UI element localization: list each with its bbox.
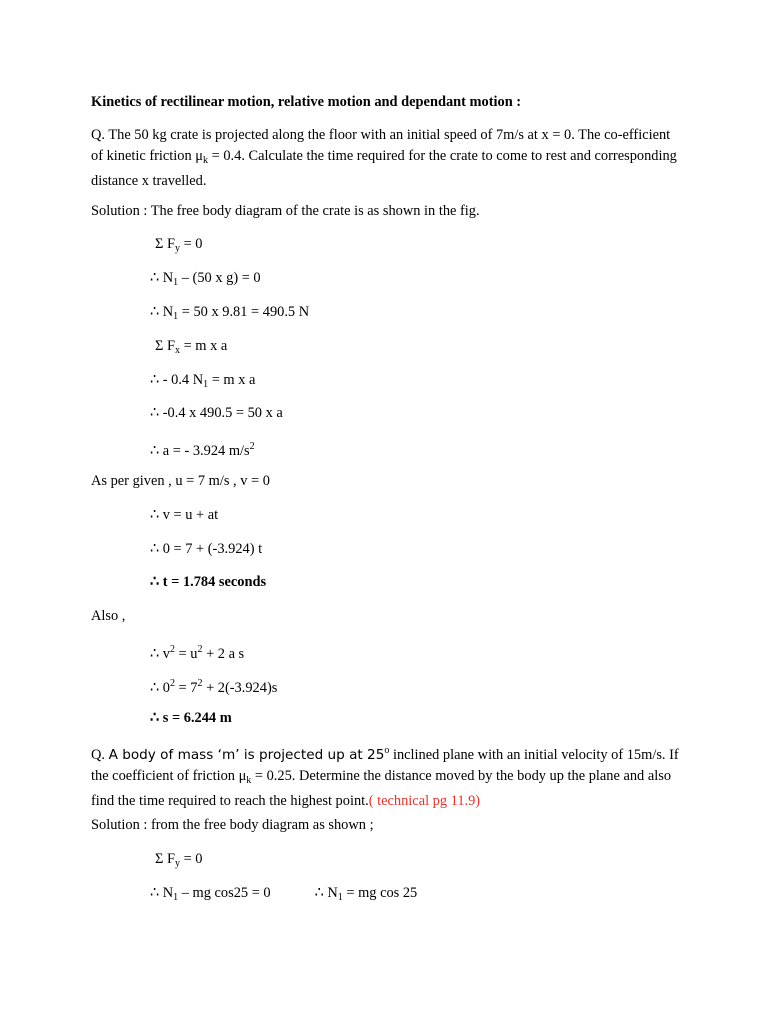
eq-kin2-c: + 2(-3.924)s	[202, 680, 278, 696]
eq-sum-fx-b: = m x a	[179, 338, 228, 354]
eq2-n1-sub: 1	[173, 892, 179, 903]
eq-fric1-sub: 1	[203, 379, 209, 390]
eq-kinematic	[150, 640, 244, 664]
question-1	[91, 125, 681, 192]
eq-fric1-b: = m x a	[208, 372, 256, 388]
eq-fric2: -0.4 x 490.5 = 50 x a	[159, 405, 283, 421]
q1-text-a: Q. The 50 kg crate is projected along the floor with an initial speed of 7m/s at x = 0. The co-efficient of kinetic friction μ	[91, 127, 671, 164]
therefore-symbol: ∴	[150, 304, 160, 320]
q2-degree: o	[384, 745, 390, 756]
eq-kin2-sup1: 2	[169, 678, 175, 689]
eq-kin2-b: = 7	[174, 680, 198, 696]
eq-sum-fy-a: Σ F	[155, 236, 175, 252]
therefore-symbol: ∴	[150, 710, 160, 726]
result-time-text: t = 1.784 seconds	[159, 574, 267, 590]
eq-sum-fy-b: = 0	[179, 236, 203, 252]
eq-acceleration	[150, 437, 255, 461]
eq2-sum-fy-b: = 0	[179, 851, 203, 867]
eq2-n1-a: N	[159, 885, 174, 901]
section-heading: Kinetics of rectilinear motion, relative motion and dependant motion :	[91, 94, 522, 110]
eq2-sum-fy-a: Σ F	[155, 851, 175, 867]
q2-text-a: Q.	[91, 747, 109, 763]
therefore-symbol: ∴	[150, 885, 160, 901]
therefore-symbol: ∴	[150, 574, 160, 590]
eq2-sum-fy-sub: y	[174, 858, 180, 869]
eq-sum-fy	[155, 234, 203, 259]
eq-accel-sup: 2	[249, 441, 255, 452]
solution-1-intro: Solution : The free body diagram of the crate is as shown in the fig.	[91, 203, 480, 219]
solution-2-intro: Solution : from the free body diagram as shown ;	[91, 817, 374, 833]
eq-n1-a: N	[159, 270, 174, 286]
eq-substitution-text: 0 = 7 + (-3.924) t	[159, 541, 263, 557]
q2-reference: ( technical pg 11.9)	[368, 793, 481, 809]
eq-accel-a: a = - 3.924 m/s	[159, 443, 250, 459]
eq-n1v-b: = 50 x 9.81 = 490.5 N	[178, 304, 310, 320]
also-label: Also ,	[91, 608, 126, 624]
eq2-n1c-a: N	[323, 885, 338, 901]
eq-velocity	[150, 505, 218, 525]
eq-friction-2	[150, 403, 283, 423]
q2-sub-k: k	[246, 774, 252, 786]
eq-sum-fx	[155, 336, 227, 361]
therefore-symbol: ∴	[150, 405, 160, 421]
eq-n1v-a: N	[159, 304, 174, 320]
question-2	[91, 741, 681, 812]
given-values: As per given , u = 7 m/s , v = 0	[91, 473, 270, 489]
eq-friction-1	[150, 370, 255, 395]
eq-n1-value	[150, 302, 309, 327]
eq-kin2-a: 0	[159, 680, 170, 696]
eq2-sum-fy	[155, 849, 203, 874]
eq-kin-sup1: 2	[169, 644, 175, 655]
q2-text-b: inclined plane with an initial velocity of 15m/s. If the coefficient of friction μ	[91, 747, 679, 784]
q2-text-c: = 0.25. Determine the distance moved by the body up the plane and also find the time required to reach the highest point.	[91, 767, 672, 809]
eq2-n1-c: = mg cos 25	[342, 885, 418, 901]
eq-kin-sup2: 2	[197, 644, 203, 655]
q2-text-sans: A body of mass ‘m’ is projected up at 25	[108, 747, 385, 763]
eq-kin-a: v	[159, 646, 170, 662]
therefore-symbol: ∴	[150, 646, 160, 662]
eq-n1-balance	[150, 268, 261, 293]
therefore-symbol: ∴	[150, 270, 160, 286]
eq-sum-fy-sub: y	[174, 243, 180, 254]
therefore-symbol: ∴	[150, 680, 160, 696]
eq-sum-fx-a: Σ F	[155, 338, 175, 354]
eq2-n1c-sub: 1	[337, 892, 343, 903]
therefore-symbol: ∴	[150, 443, 160, 459]
eq-kinematic-sub	[150, 674, 277, 698]
eq-sum-fx-sub: x	[174, 345, 180, 356]
eq2-n1-b: – mg cos25 = 0	[178, 885, 271, 901]
therefore-symbol: ∴	[150, 507, 160, 523]
result-time	[150, 572, 266, 592]
therefore-symbol: ∴	[150, 372, 160, 388]
eq-kin2-sup2: 2	[197, 678, 203, 689]
q1-sub-k: k	[203, 154, 209, 166]
therefore-symbol: ∴	[314, 885, 324, 901]
therefore-symbol: ∴	[150, 541, 160, 557]
eq2-normal-force	[150, 883, 417, 908]
eq-kin-c: + 2 a s	[202, 646, 245, 662]
eq-n1-sub: 1	[173, 277, 179, 288]
eq-substitution	[150, 539, 262, 559]
q1-text-b: = 0.4. Calculate the time required for the crate to come to rest and corresponding distance x travelled.	[91, 147, 677, 189]
eq-kin-b: = u	[174, 646, 198, 662]
eq-velocity-text: v = u + at	[159, 507, 219, 523]
result-distance	[150, 708, 232, 728]
eq-n1v-sub: 1	[173, 311, 179, 322]
eq-fric1-a: - 0.4 N	[159, 372, 204, 388]
eq-n1-b: – (50 x g) = 0	[178, 270, 261, 286]
result-distance-text: s = 6.244 m	[159, 710, 232, 726]
